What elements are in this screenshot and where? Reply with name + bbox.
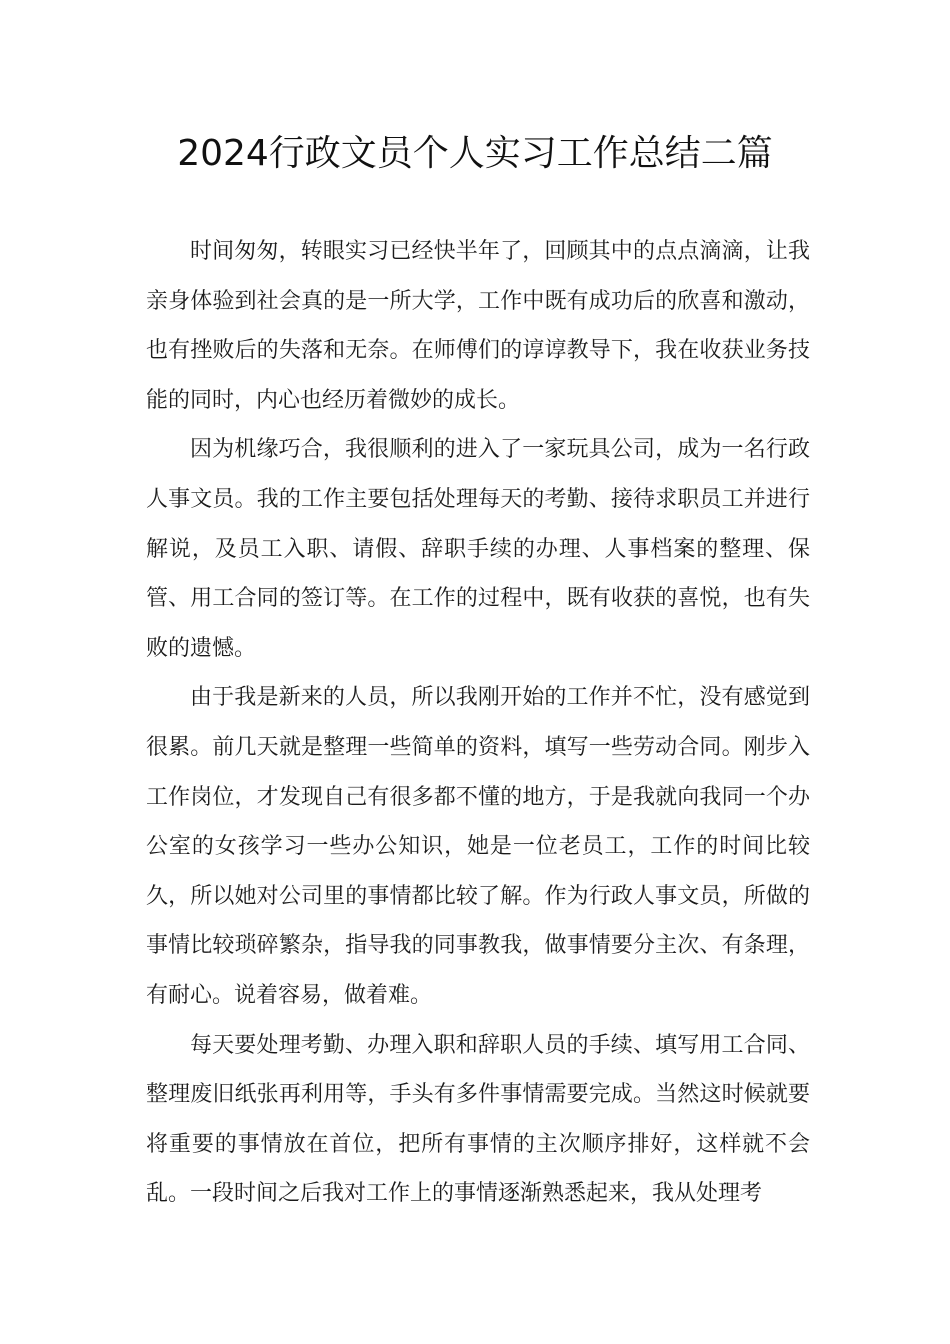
paragraph-3: 由于我是新来的人员，所以我刚开始的工作并不忙，没有感觉到很累。前几天就是整理一些简单的资料，填写一些劳动合同。刚步入工作岗位，才发现自己有很多都不懂的地方，于是我就向我同一个办公室的女孩学习一些办公知识，她是一位老员工，工作的时间比较久，所以她对公司里的事情都比较了解。作为行政人事文员，所做的事情比较琐碎繁杂，指导我的同事教我，做事情要分主次、有条理，有耐心。说着容易，做着难。 — [146, 685, 810, 1008]
document-body — [146, 227, 810, 1219]
paragraph-1: 时间匆匆，转眼实习已经快半年了，回顾其中的点点滴滴，让我亲身体验到社会真的是一所大学，工作中既有成功后的欣喜和激动，也有挫败后的失落和无奈。在师傅们的谆谆教导下，我在收获业务技能的同时，内心也经历着微妙的成长。 — [146, 239, 810, 413]
document-title: 2024行政文员个人实习工作总结二篇 — [177, 133, 773, 174]
paragraph-4: 每天要处理考勤、办理入职和辞职人员的手续、填写用工合同、整理废旧纸张再利用等，手头有多件事情需要完成。当然这时候就要将重要的事情放在首位，把所有事情的主次顺序排好，这样就不会乱。一段时间之后我对工作上的事情逐渐熟悉起来，我从处理考 — [146, 1032, 810, 1207]
paragraph-2: 因为机缘巧合，我很顺利的进入了一家玩具公司，成为一名行政人事文员。我的工作主要包括处理每天的考勤、接待求职员工并进行解说，及员工入职、请假、辞职手续的办理、人事档案的整理、保管、用工合同的签订等。在工作的过程中，既有收获的喜悦，也有失败的遗憾。 — [146, 437, 810, 661]
